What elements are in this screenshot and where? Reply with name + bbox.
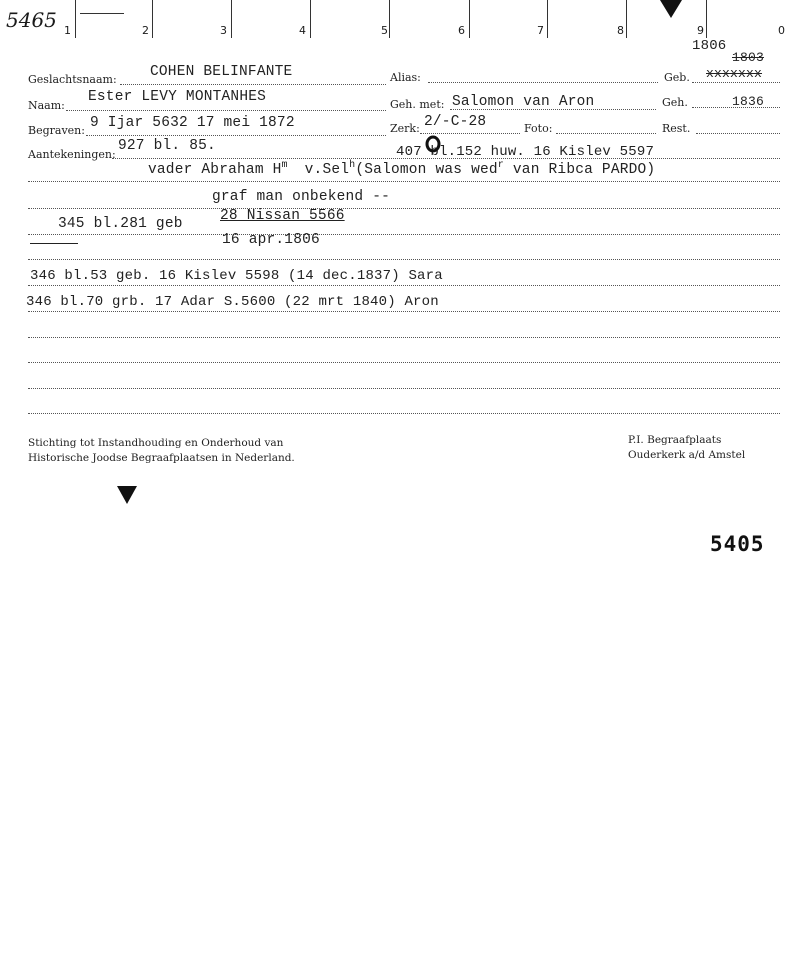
note-line1-right: 407 bl.152 huw. 16 Kislev 5597 xyxy=(396,144,655,160)
note-line3: graf man onbekend -- xyxy=(212,189,391,205)
value-zerk: 2/-C-28 xyxy=(424,114,487,130)
value-geh-met: Salomon van Aron xyxy=(452,94,595,110)
ruler-1: 1 xyxy=(64,24,71,37)
underline-mark xyxy=(30,243,78,244)
label-naam: Naam: xyxy=(28,99,65,112)
label-foto: Foto: xyxy=(524,122,553,135)
ruler-0: 0 xyxy=(778,24,785,37)
footer-right: P.I. Begraafplaats Ouderkerk a/d Amstel xyxy=(628,434,746,461)
year-struck: 1803 xyxy=(732,50,765,65)
index-marker-bottom-icon xyxy=(116,486,138,506)
value-geslachtsnaam: COHEN BELINFANTE xyxy=(150,64,293,80)
ruler-dash xyxy=(80,13,124,14)
note-line2: vader Abraham $H^m$ v.Sel$^h$(Salomon was wed$^r$ van Ribca PARDO) xyxy=(148,160,656,178)
value-aantekeningen: 927 bl. 85. xyxy=(118,138,216,154)
value-naam: Ester LEVY MONTANHES xyxy=(88,89,267,105)
ruler-2: 2 xyxy=(142,24,149,37)
circle-mark-icon xyxy=(424,134,442,154)
footer-left: Stichting tot Instandhouding en Onderhoud van Historische Joodse Begraafplaatsen in Nederland. xyxy=(28,437,295,464)
note-line5: 16 apr.1806 xyxy=(222,232,320,248)
ruler-6: 6 xyxy=(458,24,465,37)
value-begraven: 9 Ijar 5632 17 mei 1872 xyxy=(90,115,295,131)
label-geh-met: Geh. met: xyxy=(390,98,445,111)
stamp-number: 5405 xyxy=(710,532,765,556)
year-top: 1806 xyxy=(692,38,727,54)
label-geh: Geh. xyxy=(662,96,688,109)
label-begraven: Begraven: xyxy=(28,124,85,137)
ruler-4: 4 xyxy=(299,24,306,37)
label-zerk: Zerk: xyxy=(390,122,420,135)
note-line7: 346 bl.70 grb. 17 Adar S.5600 (22 mrt 1840) Aron xyxy=(26,294,439,310)
index-marker-icon xyxy=(658,0,684,20)
label-rest: Rest. xyxy=(662,122,691,135)
ruler-3: 3 xyxy=(220,24,227,37)
label-geb: Geb. xyxy=(664,71,690,84)
handwritten-card-number: 5465 xyxy=(6,8,57,32)
label-aantekeningen: Aantekeningen: xyxy=(28,148,116,161)
ruler-5: 5 xyxy=(381,24,388,37)
label-geslachtsnaam: Geslachtsnaam: xyxy=(28,73,117,86)
note-line4-a: 345 bl.281 geb xyxy=(58,216,183,232)
note-line6: 346 bl.53 geb. 16 Kislev 5598 (14 dec.1837) Sara xyxy=(30,268,443,284)
ruler-8: 8 xyxy=(617,24,624,37)
ruler-7: 7 xyxy=(537,24,544,37)
note-line4-b: 28 Nissan 5566 xyxy=(220,208,345,224)
label-alias: Alias: xyxy=(390,71,421,84)
ruler-9: 9 xyxy=(697,24,704,37)
value-geb: xxxxxxx xyxy=(706,66,763,81)
value-geh: 1836 xyxy=(732,94,765,109)
